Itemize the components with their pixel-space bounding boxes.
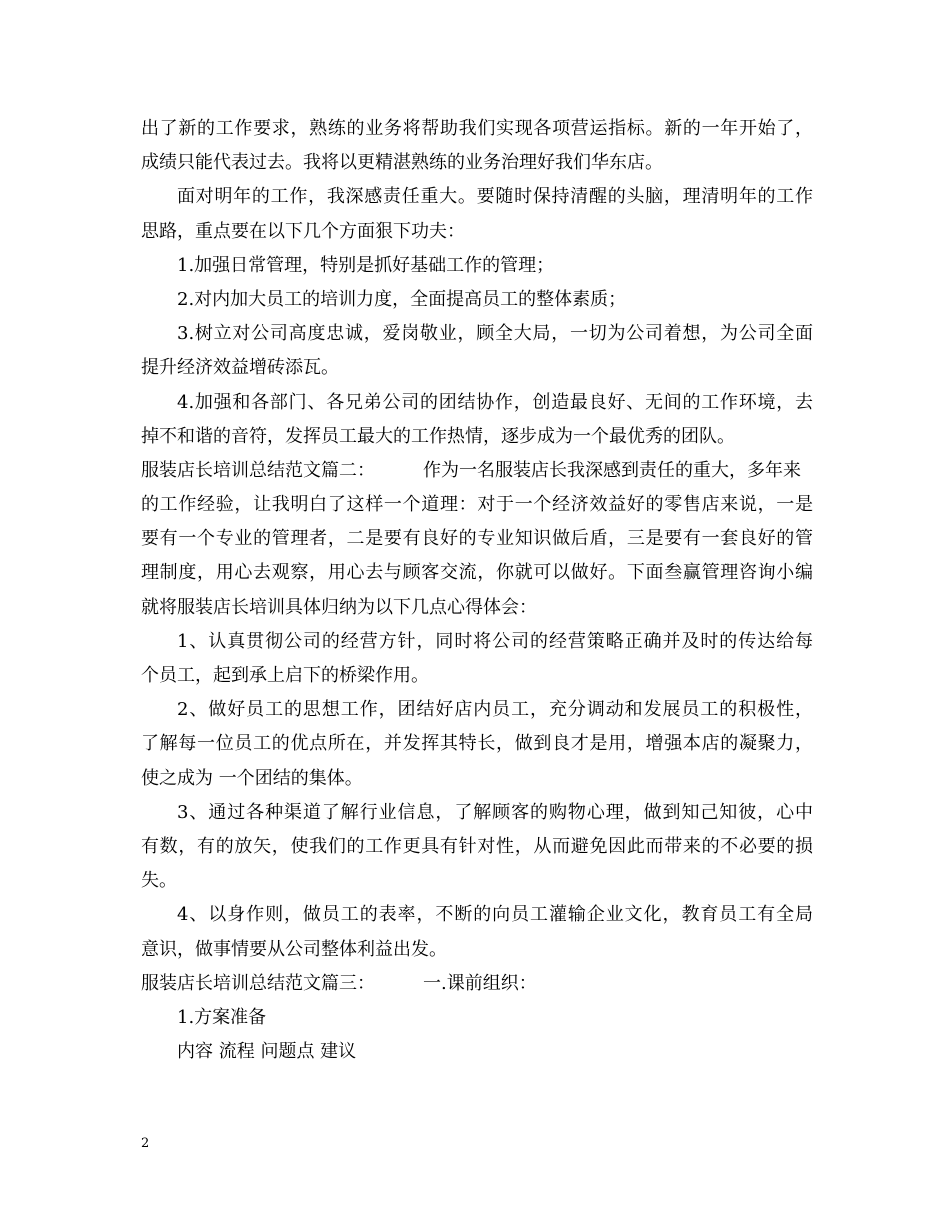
text-line-content: 2、做好员工的思想工作，团结好店内员工，充分调动和发展员工的积极性， — [177, 699, 813, 721]
text-line-content: 意识，做事情要从公司整体利益出发。 — [141, 938, 447, 960]
text-line — [141, 283, 813, 317]
document-body — [141, 112, 813, 1069]
text-line — [141, 591, 813, 625]
text-line — [141, 1035, 813, 1069]
text-line-content: 服装店长培训总结范文篇三： — [141, 972, 375, 994]
text-line — [141, 830, 813, 864]
text-line-content: 成绩只能代表过去。我将以更精湛熟练的业务治理好我们华东店。 — [141, 152, 663, 174]
text-line — [141, 386, 813, 420]
text-line-content: 有数，有的放矢，使我们的工作更具有针对性，从而避免因此而带来的不必要的损 — [141, 835, 813, 857]
text-line — [141, 1001, 813, 1035]
text-line-content: 掉不和谐的音符，发挥员工最大的工作热情，逐步成为一个最优秀的团队。 — [141, 425, 735, 447]
text-line — [141, 625, 813, 659]
text-line — [141, 796, 813, 830]
text-line-content: 了解每一位员工的优点所在，并发挥其特长，做到良才是用，增强本店的凝聚力， — [141, 733, 813, 755]
text-line-trail: 作为一名服装店长我深感到责任的重大，多年来 — [423, 459, 801, 481]
text-line-content: 1、认真贯彻公司的经营方针，同时将公司的经营策略正确并及时的传达给每 — [177, 630, 813, 652]
text-line-content: 使之成为 一个团结的集体。 — [141, 767, 363, 789]
text-line-content: 2.对内加大员工的培训力度，全面提高员工的整体素质； — [177, 288, 627, 310]
text-line — [141, 215, 813, 249]
text-line — [141, 454, 813, 488]
text-line-content: 的工作经验，让我明白了这样一个道理：对于一个经济效益好的零售店来说，一是 — [141, 494, 813, 516]
text-line-content: 3、通过各种渠道了解行业信息，了解顾客的购物心理，做到知己知彼，心中 — [177, 801, 813, 823]
text-line — [141, 420, 813, 454]
text-line-content: 就将服装店长培训具体归纳为以下几点心得体会： — [141, 596, 537, 618]
text-line-content: 理制度，用心去观察，用心去与顾客交流，你就可以做好。下面叁赢管理咨询小编 — [141, 562, 813, 584]
text-line-content: 失。 — [141, 870, 177, 892]
text-line — [141, 898, 813, 932]
text-line — [141, 180, 813, 214]
text-line — [141, 522, 813, 556]
text-line-content: 1.方案准备 — [177, 1006, 267, 1028]
text-line — [141, 317, 813, 351]
text-line-trail: 一.课前组织： — [423, 972, 537, 994]
page-number: 2 — [141, 1136, 150, 1151]
text-line-content: 4、以身作则，做员工的表率，不断的向员工灌输企业文化，教育员工有全局 — [177, 904, 813, 926]
text-line — [141, 933, 813, 967]
text-line-content: 个员工，起到承上启下的桥梁作用。 — [141, 665, 429, 686]
text-line-content: 提升经济效益增砖添瓦。 — [141, 357, 339, 379]
text-line-content: 出了新的工作要求，熟练的业务将帮助我们实现各项营运指标。新的一年开始了， — [141, 118, 813, 139]
text-line — [141, 556, 813, 590]
text-line — [141, 146, 813, 180]
text-line — [141, 249, 813, 283]
text-line-content: 内容 流程 问题点 建议 — [177, 1041, 357, 1063]
text-line — [141, 864, 813, 898]
text-line-content: 服装店长培训总结范文篇二： — [141, 459, 375, 481]
text-line — [141, 762, 813, 796]
text-line — [141, 659, 813, 693]
text-line — [141, 693, 813, 727]
text-line-content: 面对明年的工作，我深感责任重大。要随时保持清醒的头脑，理清明年的工作 — [177, 186, 813, 208]
text-line — [141, 967, 813, 1001]
text-line-content: 思路，重点要在以下几个方面狠下功夫： — [141, 220, 465, 242]
text-line-content: 3.树立对公司高度忠诚，爱岗敬业，顾全大局，一切为公司着想，为公司全面 — [177, 323, 813, 345]
text-line-content: 要有一个专业的管理者，二是要有良好的专业知识做后盾，三是要有一套良好的管 — [141, 528, 813, 550]
text-line — [141, 727, 813, 761]
text-line — [141, 488, 813, 522]
text-line — [141, 112, 813, 146]
text-line — [141, 351, 813, 385]
text-line-content: 1.加强日常管理，特别是抓好基础工作的管理； — [177, 254, 555, 276]
text-line-content: 4.加强和各部门、各兄弟公司的团结协作，创造最良好、无间的工作环境，去 — [177, 391, 813, 413]
